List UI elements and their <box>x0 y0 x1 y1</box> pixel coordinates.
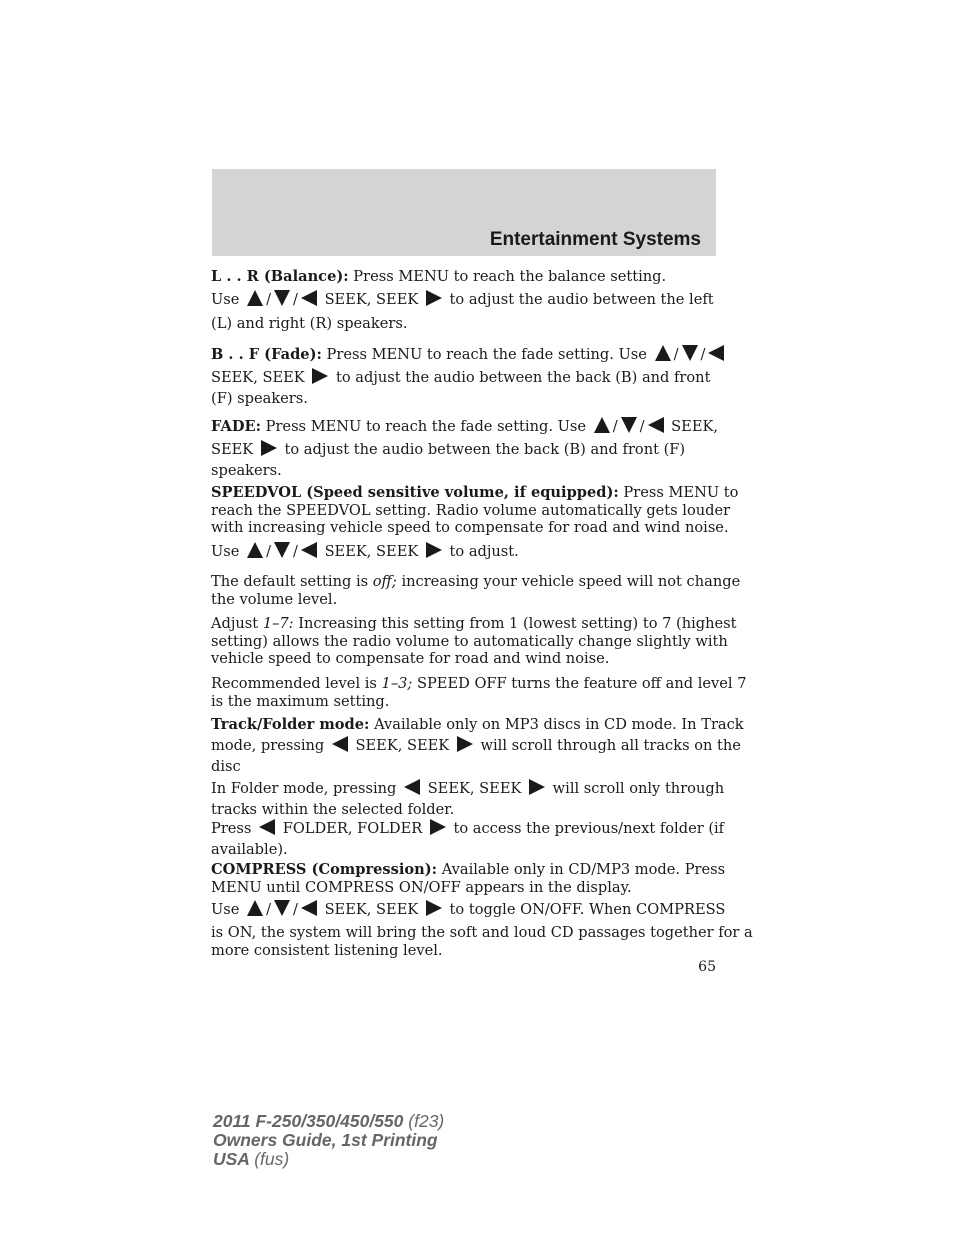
speedvol-paragraph: SPEEDVOL (Speed sensitive volume, if equipped): Press MENU to reach the SPEEDVOL setting. Radio volume automatically gets louder with increasing vehicle speed to compensate for road and wind noise. Use / / SEEK, SEEK to adjust. <box>211 484 739 560</box>
track-folder-label: Track/Folder mode: <box>211 716 370 733</box>
balance-label: L . . R (Balance): <box>211 268 349 285</box>
up-arrow-icon <box>594 417 610 433</box>
seek-left-icon <box>648 417 664 433</box>
seek-left-icon <box>301 900 317 916</box>
speedvol-label: SPEEDVOL (Speed sensitive volume, if equipped): <box>211 484 619 501</box>
section-header-band <box>212 169 716 256</box>
section-title: Entertainment Systems <box>489 229 701 250</box>
seek-right-icon <box>261 440 277 456</box>
folder-right-icon <box>430 819 446 835</box>
seek-left-icon <box>332 736 348 752</box>
fade-paragraph: FADE: Press MENU to reach the fade setting. Use / / SEEK, SEEK to adjust the audio between the back (B) and front (F) speakers. <box>211 418 719 479</box>
page-number: 65 <box>698 959 716 975</box>
seek-left-icon <box>301 542 317 558</box>
press-folder-paragraph: Press FOLDER, FOLDER to access the previous/next folder (if available). <box>211 820 725 858</box>
down-arrow-icon <box>274 900 290 916</box>
recommended-paragraph: Recommended level is 1–3; SPEED OFF turns the feature off and level 7 is the maximum setting. <box>211 675 747 710</box>
adjust-paragraph: Adjust 1–7: Increasing this setting from 1 (lowest setting) to 7 (highest setting) allows the radio volume to automatically change slightly with vehicle speed to compensate for road and wind noise. <box>211 615 737 667</box>
compress-label: COMPRESS (Compression): <box>211 861 438 878</box>
seek-right-icon <box>457 736 473 752</box>
seek-right-icon <box>426 290 442 306</box>
bf-fade-label: B . . F (Fade): <box>211 346 322 363</box>
up-arrow-icon <box>247 900 263 916</box>
compress-paragraph: COMPRESS (Compression): Available only in CD/MP3 mode. Press MENU until COMPRESS ON/OFF appears in the display. Use / / SEEK, SEEK to toggle ON/OFF. When COMPRESS is ON, the system will bring the soft and loud CD passages together for a more consistent listening level. <box>211 861 753 959</box>
bf-fade-paragraph: B . . F (Fade): Press MENU to reach the fade setting. Use / / SEEK, SEEK to adjust the audio between the back (B) and front (F) speakers. <box>211 345 719 407</box>
default-setting-paragraph: The default setting is off; increasing your vehicle speed will not change the volume level. <box>211 573 741 608</box>
document-footer: 2011 F-250/350/450/550 (f23) Owners Guide, 1st Printing USA (fus) <box>213 1111 445 1169</box>
seek-right-icon <box>312 368 328 384</box>
down-arrow-icon <box>274 542 290 558</box>
seek-left-icon <box>404 779 420 795</box>
down-arrow-icon <box>682 345 698 361</box>
fade-label: FADE: <box>211 418 261 435</box>
up-arrow-icon <box>655 345 671 361</box>
up-arrow-icon <box>247 290 263 306</box>
seek-left-icon <box>708 345 724 361</box>
balance-paragraph: L . . R (Balance): Press MENU to reach the balance setting. Use / / SEEK, SEEK to adjust the audio between the left (L) and right (R) speakers. <box>211 268 714 332</box>
up-arrow-icon <box>247 542 263 558</box>
seek-right-icon <box>529 779 545 795</box>
track-folder-paragraph: Track/Folder mode: Available only on MP3 discs in CD mode. In Track mode, pressing SEEK, SEEK will scroll through all tracks on the disc <box>211 716 744 775</box>
seek-left-icon <box>301 290 317 306</box>
seek-right-icon <box>426 542 442 558</box>
seek-right-icon <box>426 900 442 916</box>
down-arrow-icon <box>274 290 290 306</box>
folder-left-icon <box>259 819 275 835</box>
folder-mode-paragraph: In Folder mode, pressing SEEK, SEEK will scroll only through tracks within the selected folder. <box>211 780 725 818</box>
down-arrow-icon <box>621 417 637 433</box>
